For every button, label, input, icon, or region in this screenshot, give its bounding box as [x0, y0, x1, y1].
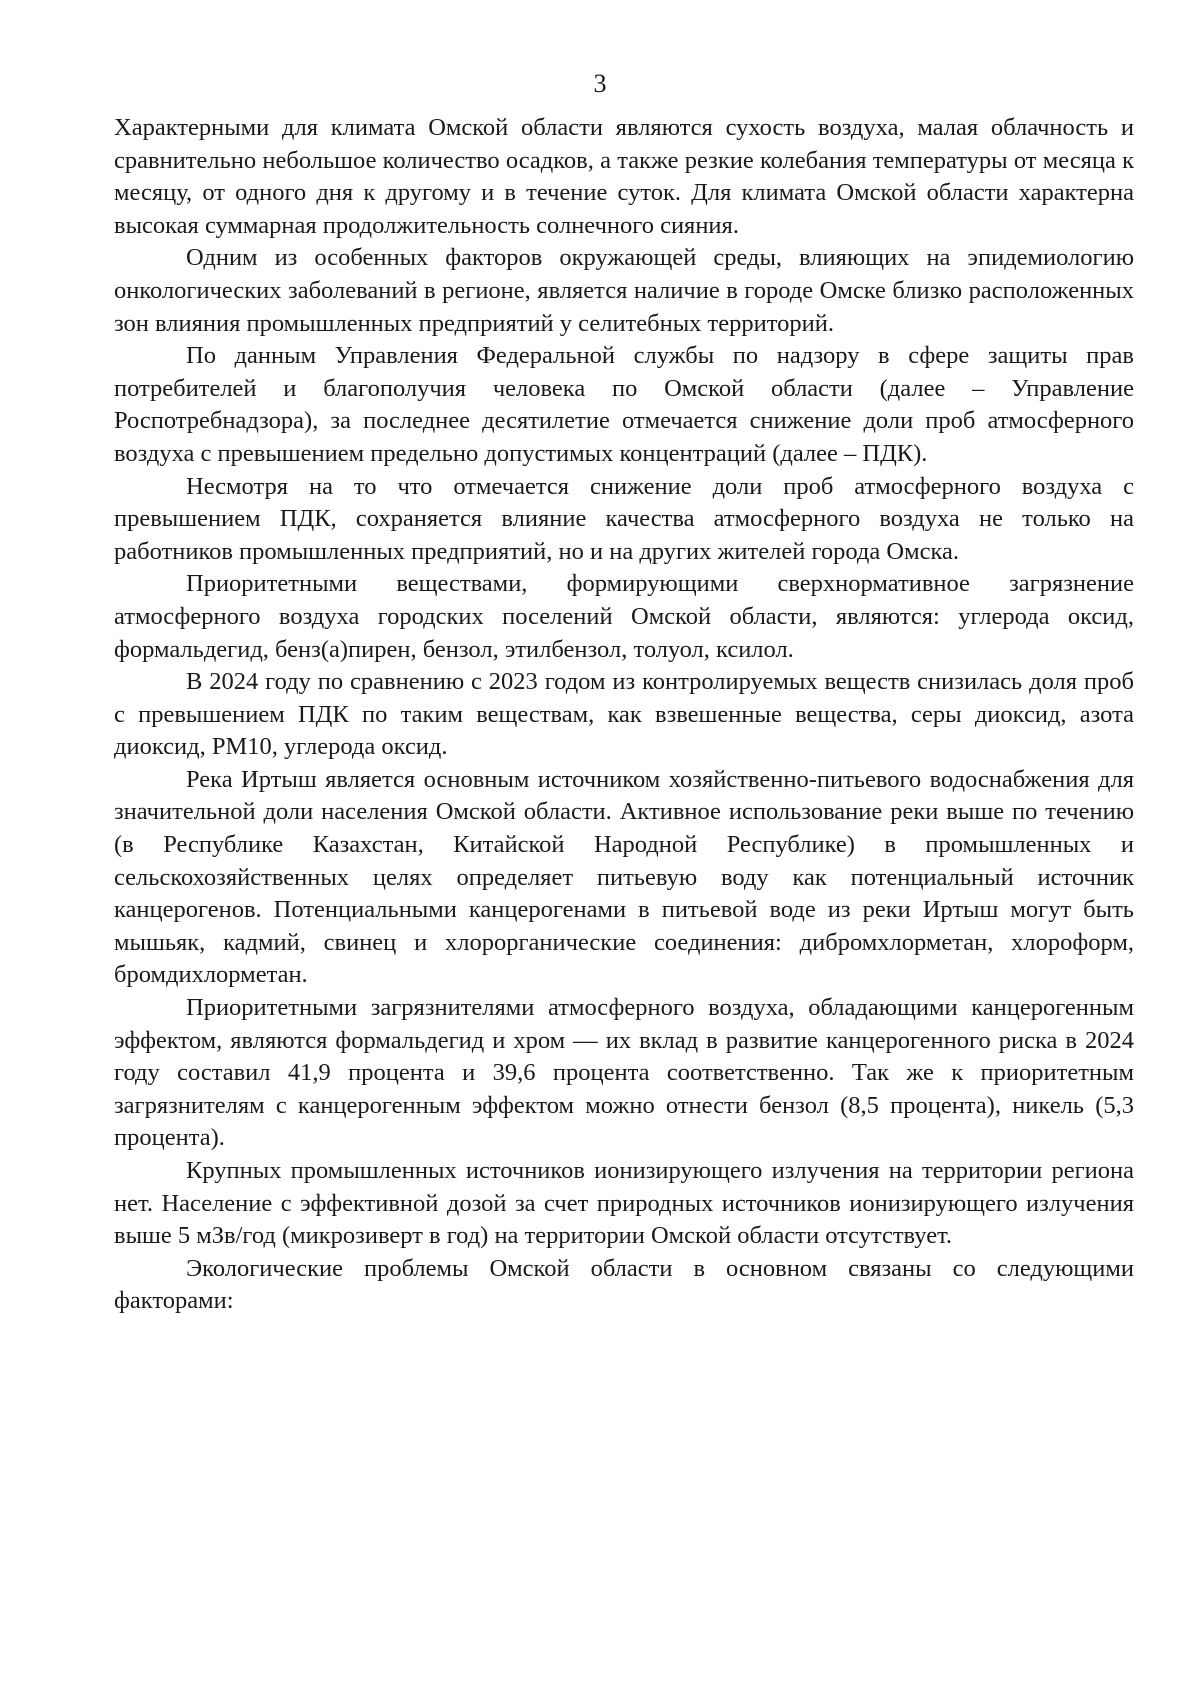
document-body	[114, 112, 1134, 1318]
paragraph-climate: Характерными для климата Омской области являются сухость воздуха, малая облачность и сравнительно небольшое количество осадков, а также резкие колебания температуры от месяца к месяцу, от одного дня к другому и в течение суток. Для климата Омской области характерна высокая суммарная продолжительность солнечного сияния.	[114, 114, 1134, 239]
paragraph-ionizing-radiation: Крупных промышленных источников ионизирующего излучения на территории региона нет. Население с эффективной дозой за счет природных источников ионизирующего излучения выше 5 мЗв/год (микрозиверт в год) на территории Омской области отсутствует.	[114, 1157, 1134, 1250]
paragraph-industrial-zones: Одним из особенных факторов окружающей среды, влияющих на эпидемиологию онкологических заболеваний в регионе, является наличие в городе Омске близко расположенных зон влияния промышленных предприятий у селитебных территорий.	[114, 244, 1134, 337]
paragraph-rospotrebnadzor: По данным Управления Федеральной службы по надзору в сфере защиты прав потребителей и благополучия человека по Омской области (далее – Управление Роспотребнадзора), за последнее десятилетие отмечается снижение доли проб атмосферного воздуха с превышением предельно допустимых концентраций (далее – ПДК).	[114, 342, 1134, 467]
paragraph-priority-substances: Приоритетными веществами, формирующими сверхнормативное загрязнение атмосферного воздуха городских поселений Омской области, являются: углерода оксид, формальдегид, бенз(а)пирен, бензол, этилбензол, толуол, ксилол.	[114, 570, 1134, 663]
paragraph-irtysh-river: Река Иртыш является основным источником хозяйственно-питьевого водоснабжения для значительной доли населения Омской области. Активное использование реки выше по течению (в Республике Казахстан, Китайской Народной Республике) в промышленных и сельскохозяйственных целях определяет питьевую воду как потенциальный источник канцерогенов. Потенциальными канцерогенами в питьевой воде из реки Иртыш могут быть мышьяк, кадмий, свинец и хлорорганические соединения: дибромхлорметан, хлороформ, бромдихлорметан.	[114, 765, 1134, 989]
paragraph-ecological-problems: Экологические проблемы Омской области в основном связаны со следующими факторами:	[114, 1254, 1134, 1315]
paragraph-2024-comparison: В 2024 году по сравнению с 2023 годом из контролируемых веществ снизилась доля проб с превышением ПДК по таким веществам, как взвешенные вещества, серы диоксид, азота диоксид, РМ10, углерода оксид.	[114, 668, 1134, 761]
paragraph-carcinogenic-pollutants: Приоритетными загрязнителями атмосферного воздуха, обладающими канцерогенным эффектом, являются формальдегид и хром — их вклад в развитие канцерогенного риска в 2024 году составил 41,9 процента и 39,6 процента соответственно. Так же к приоритетным загрязнителям с канцерогенным эффектом можно отнести бензол (8,5 процента), никель (5,3 процента).	[114, 994, 1134, 1152]
paragraph-air-quality: Несмотря на то что отмечается снижение доли проб атмосферного воздуха с превышением ПДК, сохраняется влияние качества атмосферного воздуха не только на работников промышленных предприятий, но и на других жителей города Омска.	[114, 472, 1134, 565]
page-number: 3	[593, 69, 607, 98]
